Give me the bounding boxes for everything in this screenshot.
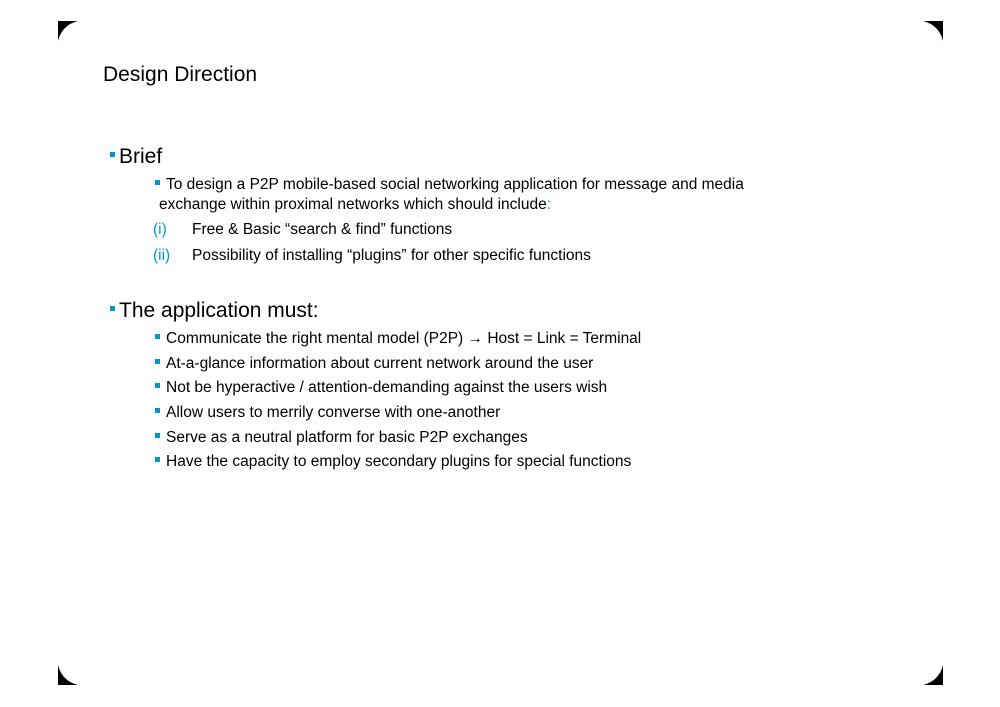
must-item-text: Have the capacity to employ secondary plugins for special functions	[166, 453, 632, 470]
brief-bullet-line2: exchange within proximal networks which should include	[159, 196, 547, 213]
must-item-2	[155, 354, 593, 374]
bullet-square-icon	[110, 306, 115, 311]
brief-heading-text: Brief	[119, 145, 163, 168]
bullet-square-icon	[110, 152, 115, 157]
must-item-6	[155, 452, 631, 472]
must-item-1	[155, 329, 641, 349]
must-item-text: At-a-glance information about current network around the user	[166, 355, 594, 372]
bullet-square-icon	[155, 359, 160, 364]
brief-item-number: (ii)	[153, 247, 171, 264]
brief-item-2	[153, 246, 591, 266]
corner-mark-top-right	[923, 21, 943, 41]
must-heading-text: The application must:	[119, 299, 319, 322]
must-item-text: Serve as a neutral platform for basic P2P exchanges	[166, 429, 528, 446]
brief-item-text: Free & Basic “search & find” functions	[192, 221, 453, 238]
bullet-square-icon	[155, 334, 160, 339]
must-item-4	[155, 403, 500, 423]
must-item-5	[155, 428, 528, 448]
bullet-square-icon	[155, 383, 160, 388]
brief-item-number: (i)	[153, 221, 167, 238]
bullet-square-icon	[155, 457, 160, 462]
brief-bullet-line2-wrap	[155, 195, 744, 215]
bullet-square-icon	[155, 433, 160, 438]
brief-item-text: Possibility of installing “plugins” for other specific functions	[192, 247, 591, 264]
corner-mark-top-left	[58, 21, 78, 41]
brief-heading	[110, 144, 162, 170]
brief-bullet	[155, 175, 744, 215]
must-item-text: Allow users to merrily converse with one-another	[166, 404, 501, 421]
brief-item-1	[153, 220, 452, 240]
bullet-square-icon	[155, 408, 160, 413]
must-item-3	[155, 378, 607, 398]
brief-bullet-colon: :	[546, 196, 552, 213]
must-heading	[110, 298, 319, 324]
bullet-square-icon	[155, 180, 160, 185]
corner-mark-bottom-left	[58, 665, 78, 685]
page-title: Design Direction	[103, 63, 258, 86]
brief-bullet-line1: To design a P2P mobile-based social networking application for message and media	[166, 176, 744, 193]
must-item-text: Not be hyperactive / attention-demanding against the users wish	[166, 379, 608, 396]
corner-mark-bottom-right	[923, 665, 943, 685]
must-item-text: Communicate the right mental model (P2P) → Host = Link = Terminal	[166, 330, 642, 347]
